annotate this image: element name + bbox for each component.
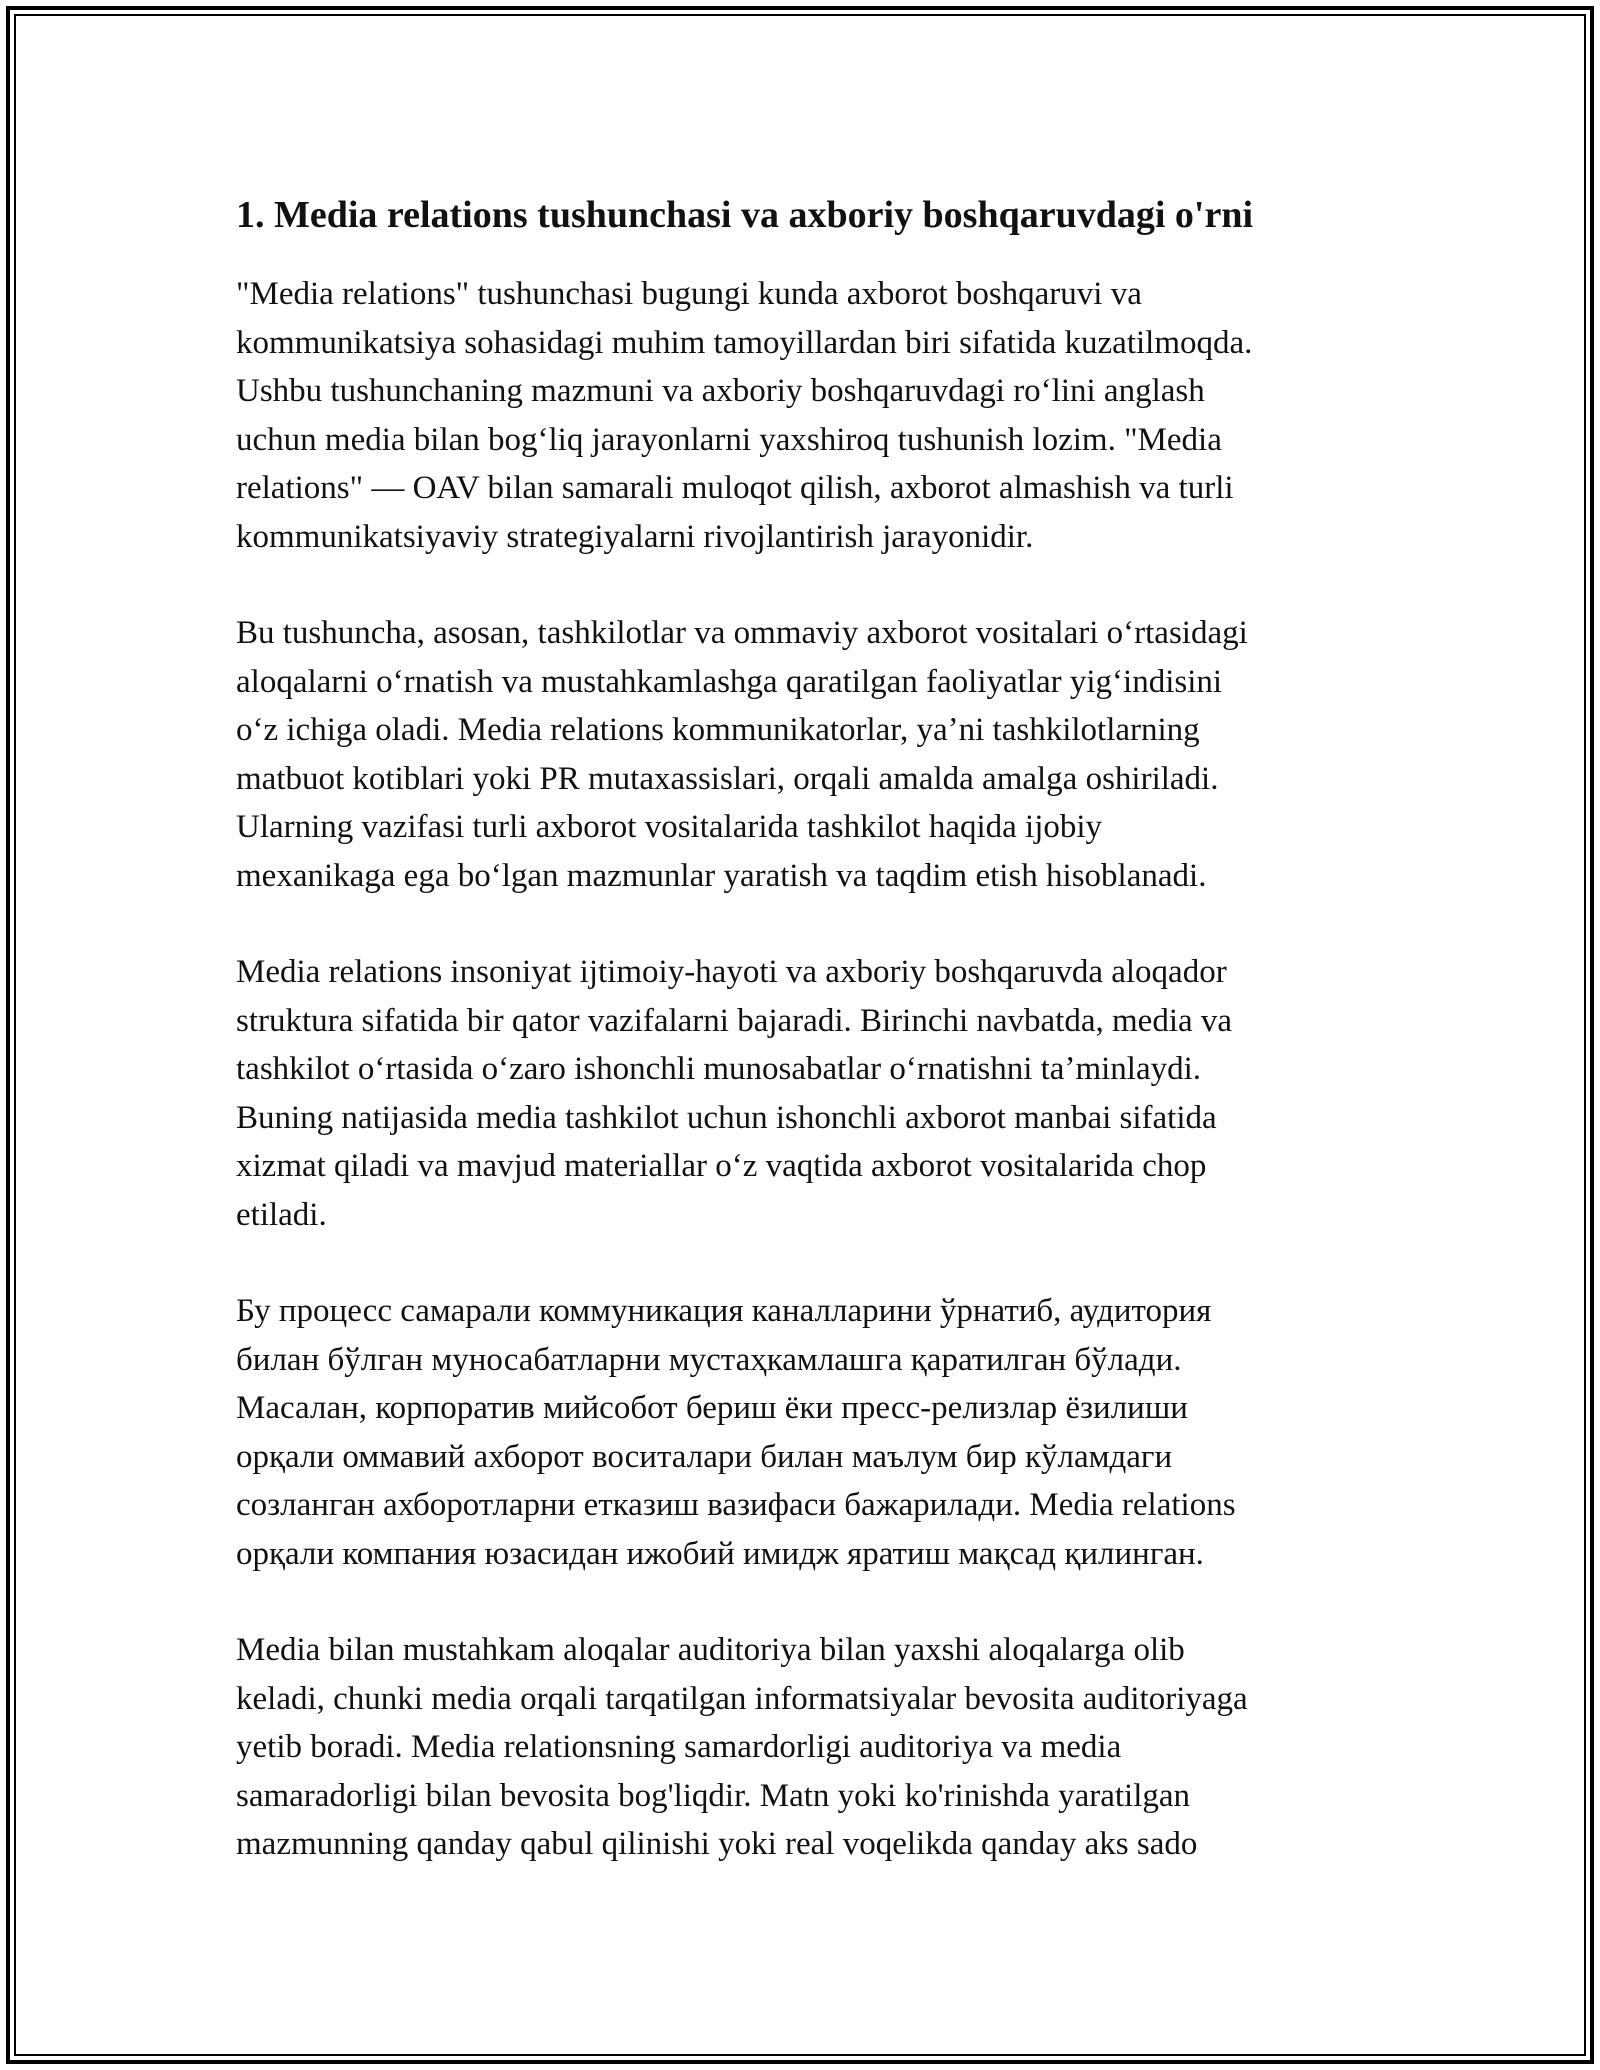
text-line: созланган ахборотларни етказиш вазифаси бажарилади. Media relations <box>236 1487 1236 1523</box>
text-line: Bu tushuncha, asosan, tashkilotlar va ommaviy axborot vositalari oʻrtasidagi <box>236 615 1248 651</box>
text-line: etiladi. <box>236 1196 327 1233</box>
text-line: struktura sifatida bir qator vazifalarni bajaradi. Birinchi navbatda, media va <box>236 1002 1233 1039</box>
paragraph-5 <box>236 1626 1366 1869</box>
text-line: Бу процесс самарали коммуникация каналларини ўрнатиб, аудитория <box>236 1293 1212 1329</box>
paragraph-4 <box>236 1287 1366 1578</box>
text-line: Buning natijasida media tashkilot uchun ishonchli axborot manbai sifatida <box>236 1099 1217 1136</box>
text-line: aloqalarni oʻrnatish va mustahkamlashga qaratilgan faoliyatlar yigʻindisini <box>236 663 1223 700</box>
document-body <box>236 186 1366 1917</box>
text-line: Масалан, корпоратив мийсобот бериш ёки пресс-релизлар ёзилиши <box>236 1390 1188 1426</box>
text-line: билан бўлган муносабатларни мустаҳкамлашга қаратилган бўлади. <box>236 1341 1182 1378</box>
text-line: "Media relations" tushunchasi bugungi kunda axborot boshqaruvi va <box>236 276 1142 312</box>
paragraph-1 <box>236 270 1366 561</box>
text-line: орқали оммавий ахборот воситалари билан маълум бир кўламдаги <box>236 1438 1173 1475</box>
text-line: mazmunning qanday qabul qilinishi yoki real voqelikda qanday aks sado <box>236 1826 1198 1862</box>
text-line: орқали компания юзасидан ижобий имидж яратиш мақсад қилинган. <box>236 1535 1204 1572</box>
text-line: oʻz ichiga oladi. Media relations kommunikatorlar, yaʼni tashkilotlarning <box>236 712 1200 748</box>
text-line: Ularning vazifasi turli axborot vositalarida tashkilot haqida ijobiy <box>236 809 1103 845</box>
paragraph-3 <box>236 948 1366 1239</box>
text-line: kommunikatsiya sohasidagi muhim tamoyillardan biri sifatida kuzatilmoqda. <box>236 324 1253 361</box>
text-line: uchun media bilan bogʻliq jarayonlarni yaxshiroq tushunish lozim. "Media <box>236 421 1222 458</box>
text-line: Ushbu tushunchaning mazmuni va axboriy boshqaruvdagi roʻlini anglash <box>236 373 1205 409</box>
text-line: Media relations insoniyat ijtimoiy-hayoti va axboriy boshqaruvda aloqador <box>236 954 1227 990</box>
text-line: Media bilan mustahkam aloqalar auditoriya bilan yaxshi aloqalarga olib <box>236 1632 1185 1668</box>
text-line: kommunikatsiyaviy strategiyalarni rivojlantirish jarayonidir. <box>236 518 1034 555</box>
text-line: xizmat qiladi va mavjud materiallar oʻz vaqtida axborot vositalarida chop <box>236 1148 1207 1184</box>
text-line: relations" — OAV bilan samarali muloqot qilish, axborot almashish va turli <box>236 470 1234 506</box>
text-line: tashkilot oʻrtasida oʻzaro ishonchli munosabatlar oʻrnatishni taʼminlaydi. <box>236 1051 1202 1087</box>
text-line: matbuot kotiblari yoki PR mutaxassislari, orqali amalda amalga oshiriladi. <box>236 760 1219 797</box>
text-line: samaradorligi bilan bevosita bog'liqdir. Matn yoki ko'rinishda yaratilgan <box>236 1777 1191 1814</box>
section-heading: 1. Media relations tushunchasi va axboriy boshqaruvdagi o'rni <box>236 194 1254 236</box>
text-line: yetib boradi. Media relationsning samardorligi auditoriya va media <box>236 1729 1122 1765</box>
paragraph-2 <box>236 609 1366 900</box>
text-line: keladi, chunki media orqali tarqatilgan informatsiyalar bevosita auditoriyaga <box>236 1680 1248 1717</box>
text-line: mexanikaga ega boʻlgan mazmunlar yaratish va taqdim etish hisoblanadi. <box>236 857 1207 894</box>
